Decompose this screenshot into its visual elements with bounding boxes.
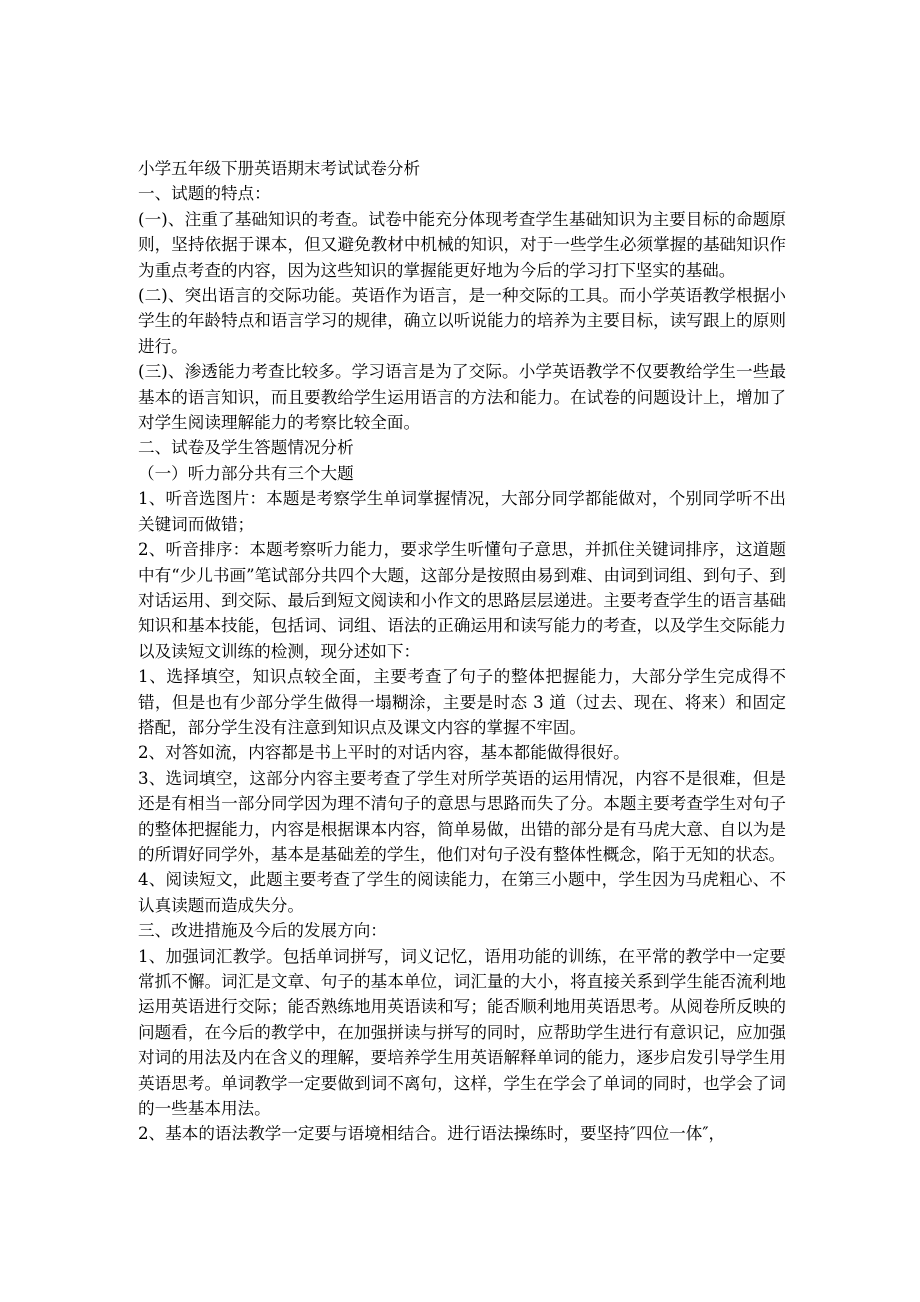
section-heading-3: 三、改进措施及今后的发展方向： [138,921,387,941]
section-heading-1: 一、试题的特点： [138,184,271,204]
section-heading-2: 二、试卷及学生答题情况分析 [138,438,354,458]
paragraph: 3、选词填空，这部分内容主要考查了学生对所学英语的运用情况，内容不是很难，但是还是有相当一部分同学因为理不清句子的意思与思路而失了分。本题主要考查学生对句子的整体把握能力，内容是根据课本内容，简单易做，出错的部分是有马虎大意、自以为是的所谓好同学外，基本是基础差的学生，他们对句子没有整体性概念，陷于无知的状态。 [138,768,786,864]
paragraph: (一)、注重了基础知识的考查。试卷中能充分体现考查学生基础知识为主要目标的命题原则，坚持依据于课本，但又避免教材中机械的知识，对于一些学生必须掌握的基础知识作为重点考查的内容，因为这些知识的掌握能更好地为今后的学习打下坚实的基础。 [138,209,786,280]
paragraph: 2、对答如流，内容都是书上平时的对话内容，基本都能做得很好。 [138,743,630,763]
document-title: 小学五年级下册英语期末考试试卷分析 [138,159,421,178]
paragraph: 2、基本的语法教学一定要与语境相结合。进行语法操练时，要坚持″四位一体″， [138,1124,726,1144]
paragraph: 4、阅读短文，此题主要考查了学生的阅读能力，在第三小题中，学生因为马虎粗心、不认真读题而造成失分。 [138,870,786,915]
paragraph: 1、加强词汇教学。包括单词拼写，词义记忆，语用功能的训练，在平常的教学中一定要常抓不懈。词汇是文章、句子的基本单位，词汇量的大小，将直接关系到学生能否流利地运用英语进行交际；能否熟练地用英语读和写；能否顺利地用英语思考。从阅卷所反映的问题看，在今后的教学中，在加强拼读与拼写的同时，应帮助学生进行有意识记，应加强对词的用法及内在含义的理解，要培养学生用英语解释单词的能力，逐步启发引导学生用英语思考。单词教学一定要做到词不离句，这样，学生在学会了单词的同时，也学会了词的一些基本用法。 [138,946,786,1119]
subsection-heading: （一）听力部分共有三个大题 [138,463,354,483]
paragraph: (二)、突出语言的交际功能。英语作为语言，是一种交际的工具。而小学英语教学根据小学生的年龄特点和语言学习的规律，确立以听说能力的培养为主要目标，读写跟上的原则进行。 [138,286,786,356]
paragraph: 2、听音排序：本题考察听力能力，要求学生听懂句子意思，并抓住关键词排序，这道题中有“少儿书画”笔试部分共四个大题，这部分是按照由易到难、由词到词组、到句子、到对话运用、到交际、最后到短文阅读和小作文的思路层层递进。主要考查学生的语言基础知识和基本技能，包括词、词组、语法的正确运用和读写能力的考查，以及学生交际能力以及读短文训练的检测，现分述如下： [138,540,786,661]
paragraph: 1、选择填空，知识点较全面，主要考查了句子的整体把握能力，大部分学生完成得不错，但是也有少部分学生做得一塌糊涂，主要是时态 3 道（过去、现在、将来）和固定搭配，部分学生没有注意到知识点及课文内容的掌握不牢固。 [138,667,786,737]
paragraph: (三)、渗透能力考查比较多。学习语言是为了交际。小学英语教学不仅要教给学生一些最基本的语言知识，而且要教给学生运用语言的方法和能力。在试卷的问题设计上，增加了对学生阅读理解能力的考察比较全面。 [138,362,786,433]
document-body [138,156,786,1147]
paragraph: 1、听音选图片：本题是考察学生单词掌握情况，大部分同学都能做对，个别同学听不出关键词而做错； [138,489,786,534]
